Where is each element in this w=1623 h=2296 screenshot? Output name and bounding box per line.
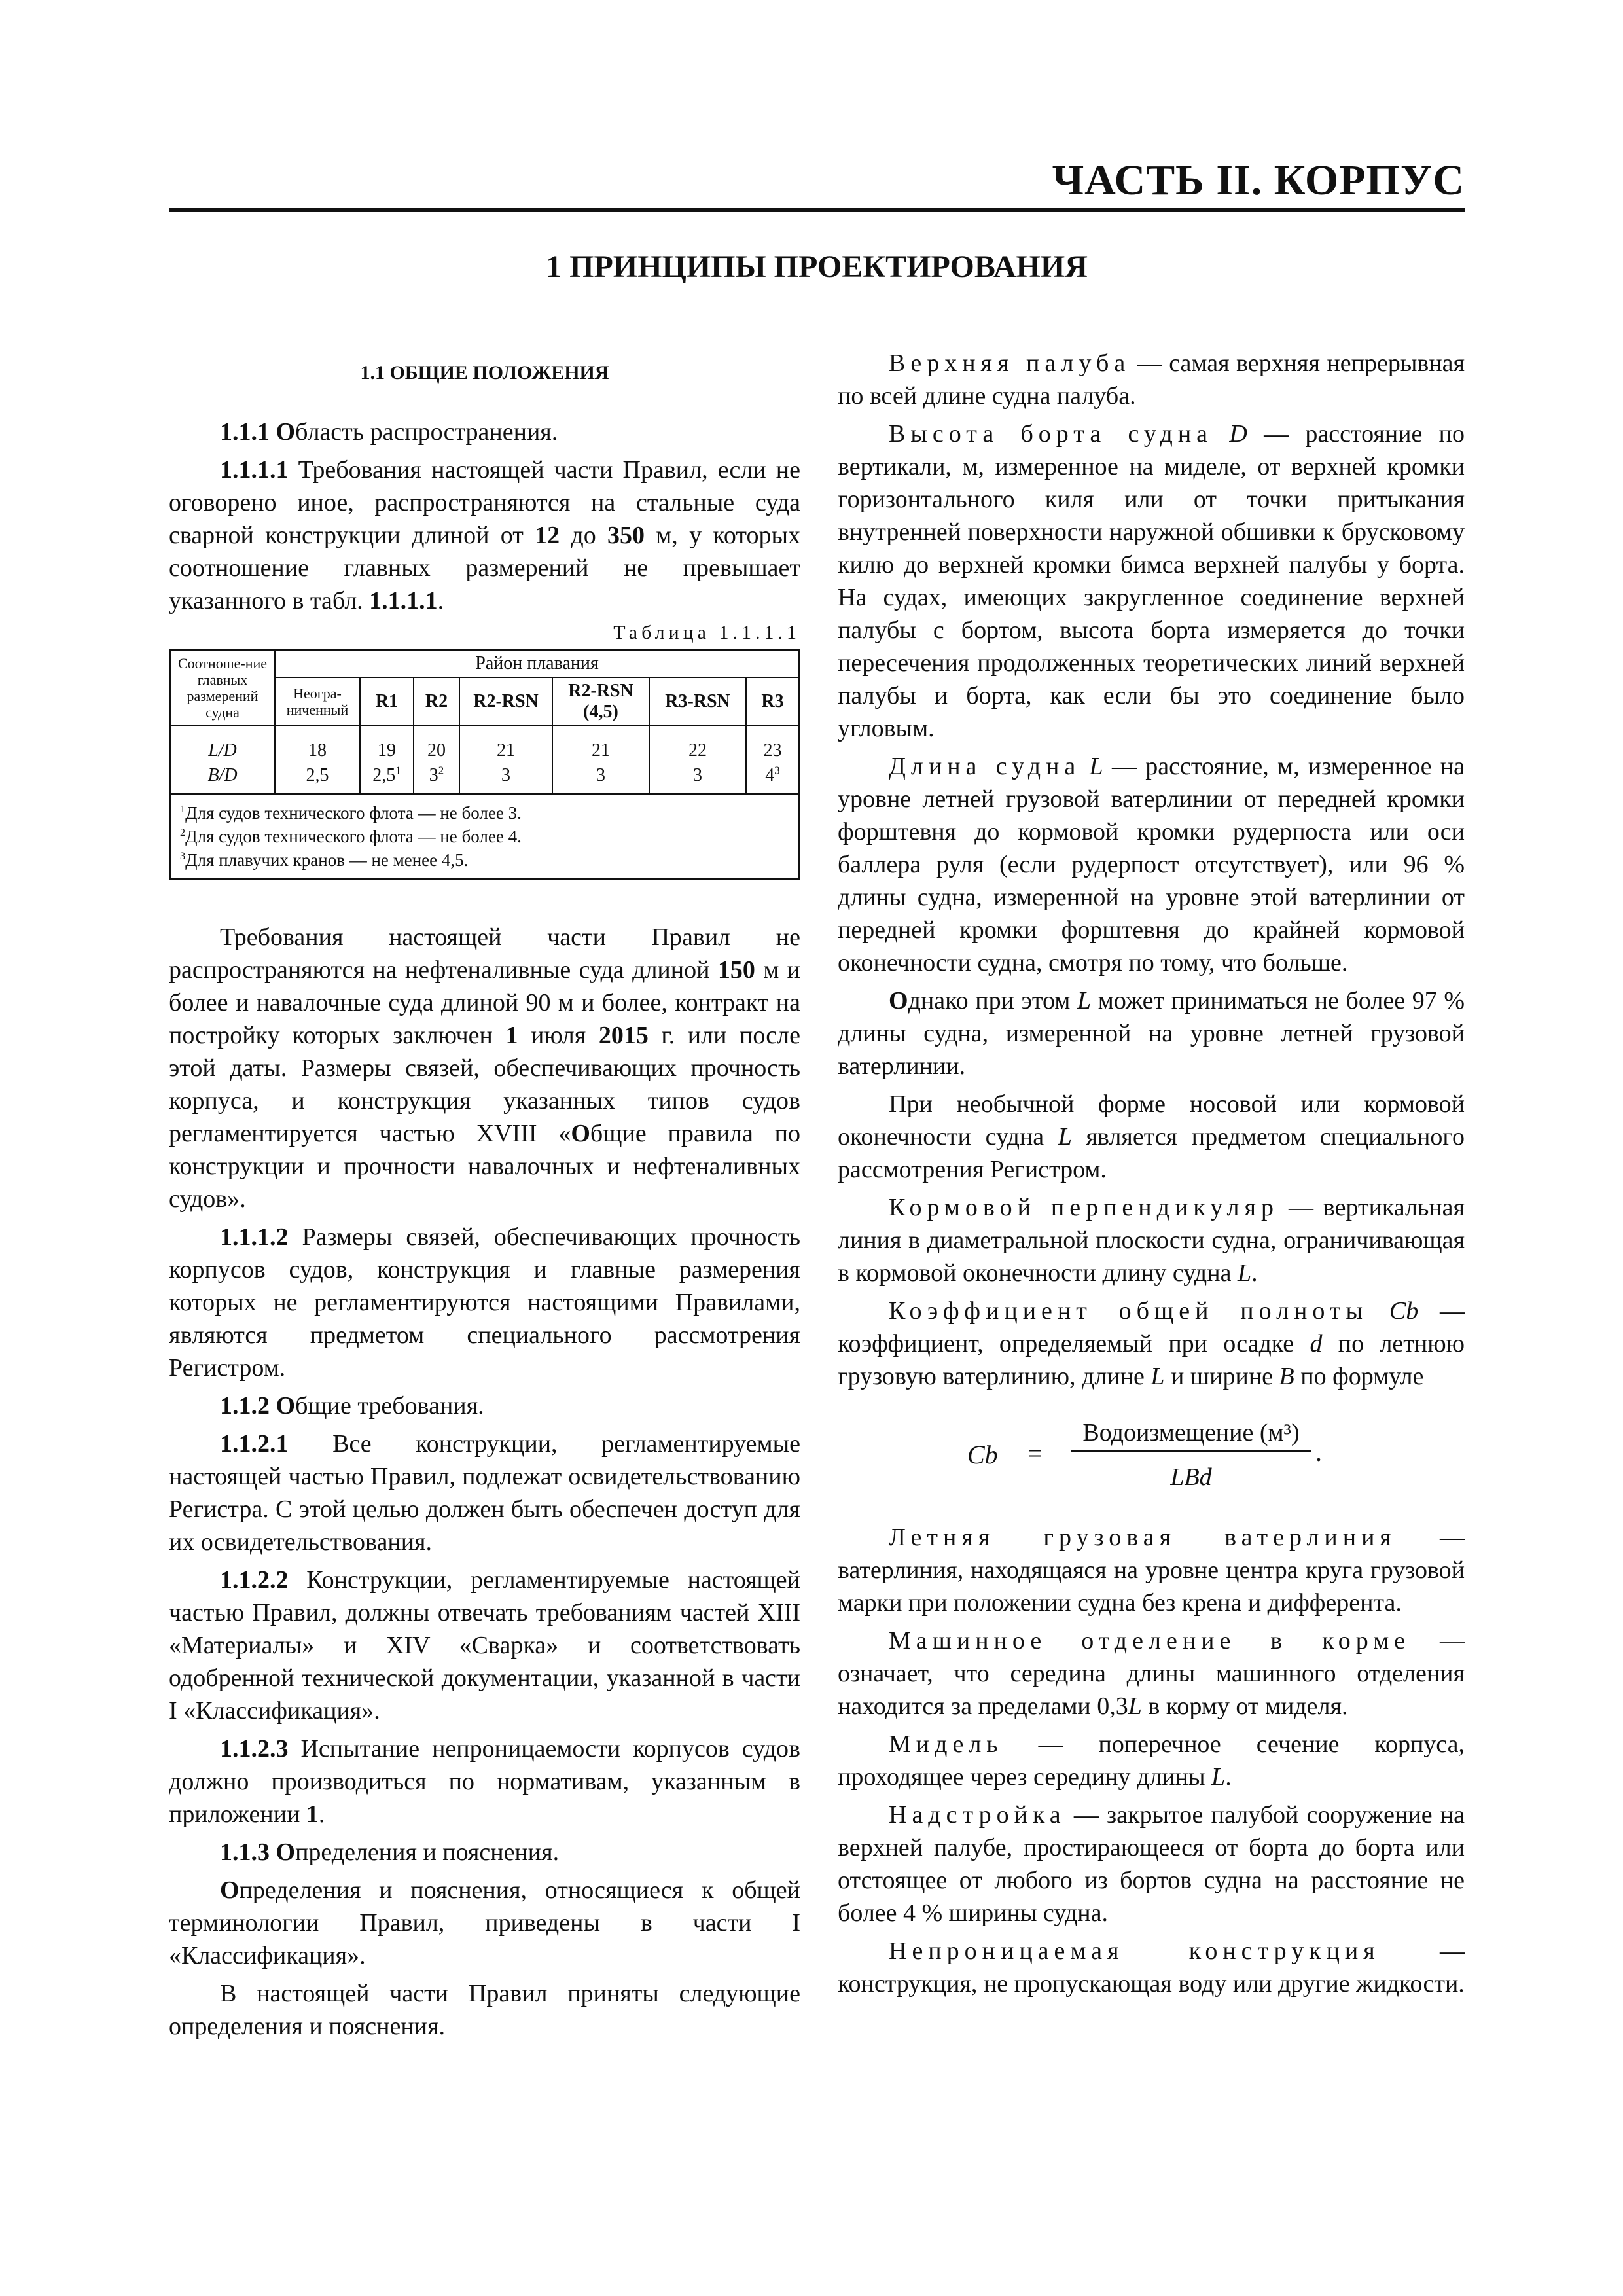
column-header: Неогра-ниченный (275, 677, 360, 726)
table-cell: 20 $3^2$ (414, 726, 459, 794)
paragraph-scope-exclusion: Требования настоящей части Правил не распространяются на нефтеналивные суда длиной 150 м и более и навалочные суда длиной 90 м и более, контракт на постройку которых заключен 1 июля 2015 г. или после этой даты. Размеры связей, обеспечивающих прочность корпуса, и конструкция указанных типов судов регламентируется частью XVIII «Общие правила по конструкции и прочности навалочных и нефтеналивных судов». (169, 924, 800, 1213)
clause-number: 1.1.2 О (220, 1392, 296, 1420)
definition-term: Машинное отделение в корме (889, 1627, 1411, 1655)
ratio-table (169, 649, 800, 880)
title-rule (169, 208, 1465, 212)
paragraph-1-1-1-2: 1.1.1.2 Размеры связей, обеспечивающих прочность корпусов судов, конструкция и главные размерения которых не регламентируются настоящими Правилами, являются предметом специального рассмотрения Регистром. (169, 1223, 800, 1382)
definition-term: Летняя грузовая ватерлиния (889, 1524, 1397, 1551)
definition-aft-perpendicular: Кормовой перпендикуляр — вертикальная линия в диаметральной плоскости судна, ограничивающая в кормовой оконечности длину судна L. (838, 1194, 1465, 1287)
definition-term: Надстройка (889, 1801, 1066, 1829)
column-header: R3-RSN (649, 677, 746, 726)
row-header-cell: Соотноше-ние главных размерений судна (170, 650, 276, 726)
definition-depth: Высота борта судна D — расстояние по вертикали, м, измеренное на миделе, от верхней кромки горизонтального киля или от точки притыкания внутренней поверхности наружной обшивки к брусковому килю до верхней кромки бимса верхней палубы у борта. На судах, имеющих закругленное соединение верхней палубы с бортом, высота борта измеряется до точки пересечения продолженных теоретических линий верхней палубы и борта, как если бы это соединение было угловым. (838, 420, 1465, 742)
definition-superstructure: Надстройка — закрытое палубой сооружение на верхней палубе, простирающееся от борта до борта или отстоящее от любого из бортов судна на расстояние не более 4 % ширины судна. (838, 1801, 1465, 1927)
clause-number: 1.1.1.1 (220, 456, 289, 484)
paragraph-1-1-2-1: 1.1.2.1 Все конструкции, регламентируемые настоящей частью Правил, подлежат освидетельствованию Регистра. С этой целью должен быть обеспечен доступ для их освидетельствования. (169, 1430, 800, 1556)
definition-machinery-aft: Машинное отделение в корме — означает, что середина длины машинного отделения находится за пределами 0,3L в корму от миделя. (838, 1627, 1465, 1720)
paragraph-definitions-intro: В настоящей части Правил приняты следующие определения и пояснения. (169, 1980, 800, 2040)
table-cell: 18 2,5 (275, 726, 360, 794)
clause-heading: пределения и пояснения. (295, 1839, 560, 1866)
column-header: R3 (746, 677, 800, 726)
table-cell: 23 $4^3$ (746, 726, 800, 794)
footnote-1: $^1$Для судов технического флота — не более 3. (180, 803, 522, 823)
definition-summer-waterline: Летняя грузовая ватерлиния — ватерлиния, находящаяся на уровне центра круга грузовой марки при положении судна без крена и дифферента. (838, 1524, 1465, 1617)
clause-number: 1.1.1.2 (220, 1223, 289, 1251)
table-caption: Таблица 1.1.1.1 (613, 622, 800, 643)
definition-term: Коэффициент общей полноты (889, 1297, 1368, 1325)
formula-equals: = (1027, 1439, 1043, 1468)
table-reference: 1.1.1.1 (369, 587, 438, 615)
clause-number: 1.1.3 О (220, 1839, 296, 1866)
paragraph-unusual-form: При необычной форме носовой или кормовой оконечности судна L является предметом специального рассмотрения Регистром. (838, 1090, 1465, 1183)
definition-term: Верхняя палуба (889, 350, 1131, 377)
fraction-bar (1071, 1450, 1311, 1452)
paragraph-1-1-3 (169, 1836, 800, 1869)
paragraph-1-1-2-3: 1.1.2.3 Испытание непроницаемости корпусов судов должно производиться по нормативам, указанным в приложении 1. (169, 1735, 800, 1828)
formula-period: . (1315, 1437, 1322, 1467)
footnote-3: $^3$Для плавучих кранов — не менее 4,5. (180, 850, 469, 870)
definition-term: Кормовой перпендикуляр (889, 1194, 1279, 1221)
column-header: R1 (360, 677, 414, 726)
definition-block-coefficient: Коэффициент общей полноты Cb — коэффициент, определяемый при осадке d по летнюю грузовую ватерлинию, длине L и ширине B по формуле (838, 1297, 1465, 1390)
formula-lhs: Cb (967, 1440, 998, 1469)
definition-midship: Мидель — поперечное сечение корпуса, проходящее через середину длины L. (838, 1731, 1465, 1791)
definition-watertight: Непроницаемая конструкция — конструкция, не пропускающая воду или другие жидкости. (838, 1937, 1465, 1998)
right-column (838, 347, 1465, 2005)
paragraph-definitions-ref: Определения и пояснения, относящиеся к общей терминологии Правил, приведены в части I «Классификация». (169, 1876, 800, 1969)
paragraph-1-1-1 (169, 416, 800, 448)
clause-heading: бщие требования. (295, 1392, 484, 1420)
table-cell: 21 3 (459, 726, 552, 794)
clause-heading: бласть распространения. (295, 418, 558, 446)
column-header: R2-RSN (4,5) (552, 677, 649, 726)
paragraph-1-1-1-1: 1.1.1.1 Требования настоящей части Правил, если не оговорено иное, распространяются на стальные суда сварной конструкции длиной от 12 до 350 м, у которых соотношение главных размерений не превышает указанного в табл. 1.1.1.1. (169, 456, 801, 615)
clause-number: 1.1.2.2 (220, 1566, 289, 1594)
table-header-row (170, 650, 800, 678)
footnote-2: $^2$Для судов технического флота — не более 4. (180, 827, 522, 846)
definition-term: Мидель (889, 1731, 1003, 1758)
table-cell: 21 3 (552, 726, 649, 794)
definition-term: Непроницаемая конструкция (889, 1937, 1380, 1965)
table-footnotes-row (170, 794, 800, 880)
section-title: 1 ПРИНЦИПЫ ПРОЕКТИРОВАНИЯ (546, 249, 1088, 284)
formula-numerator: Водоизмещение (м³) (1082, 1419, 1300, 1446)
table-cell: 19 $2,5^1$ (360, 726, 414, 794)
definition-upper-deck: Верхняя палуба — самая верхняя непрерывная по всей длине судна палуба. (838, 350, 1465, 410)
block-coefficient-formula (838, 1412, 1465, 1504)
paragraph-length-limit: Однако при этом L может приниматься не более 97 % длины судна, измеренной на уровне летней грузовой ватерлинии. (838, 987, 1465, 1080)
row-labels: L/D B/D (170, 726, 276, 794)
column-header: R2-RSN (459, 677, 552, 726)
part-title: ЧАСТЬ II. КОРПУС (1052, 156, 1465, 204)
left-column (169, 347, 800, 2048)
subsection-title: 1.1 ОБЩИЕ ПОЛОЖЕНИЯ (360, 362, 609, 384)
table-cell: 22 3 (649, 726, 746, 794)
clause-number: 1.1.1 О (220, 418, 296, 446)
group-header-cell: Район плавания (275, 650, 800, 678)
paragraph-1-1-2 (169, 1390, 800, 1422)
definition-term: Высота борта судна (889, 420, 1213, 448)
clause-number: 1.1.2.1 (220, 1430, 289, 1458)
table-data-row (170, 726, 800, 794)
table-footnotes (170, 794, 800, 880)
column-header: R2 (414, 677, 459, 726)
definition-term: Длина судна (889, 753, 1081, 780)
formula-denominator: LBd (1170, 1463, 1212, 1491)
definition-length: Длина судна L — расстояние, м, измеренное на уровне летней грузовой ватерлинии от передней кромки форштевня до кормовой кромки рудерпоста или оси баллера руля (если рудерпост отсутствует), или 96 % длины судна, измеренной на уровне этой ватерлинии от передней кромки форштевня до крайней кормовой оконечности судна, смотря по тому, что больше. (838, 753, 1465, 977)
clause-number: 1.1.2.3 (220, 1735, 289, 1763)
paragraph-1-1-2-2: 1.1.2.2 Конструкции, регламентируемые настоящей частью Правил, должны отвечать требованиям частей XIII «Материалы» и XIV «Сварка» и соответствовать одобренной технической документации, указанной в части I «Классификация». (169, 1566, 800, 1725)
